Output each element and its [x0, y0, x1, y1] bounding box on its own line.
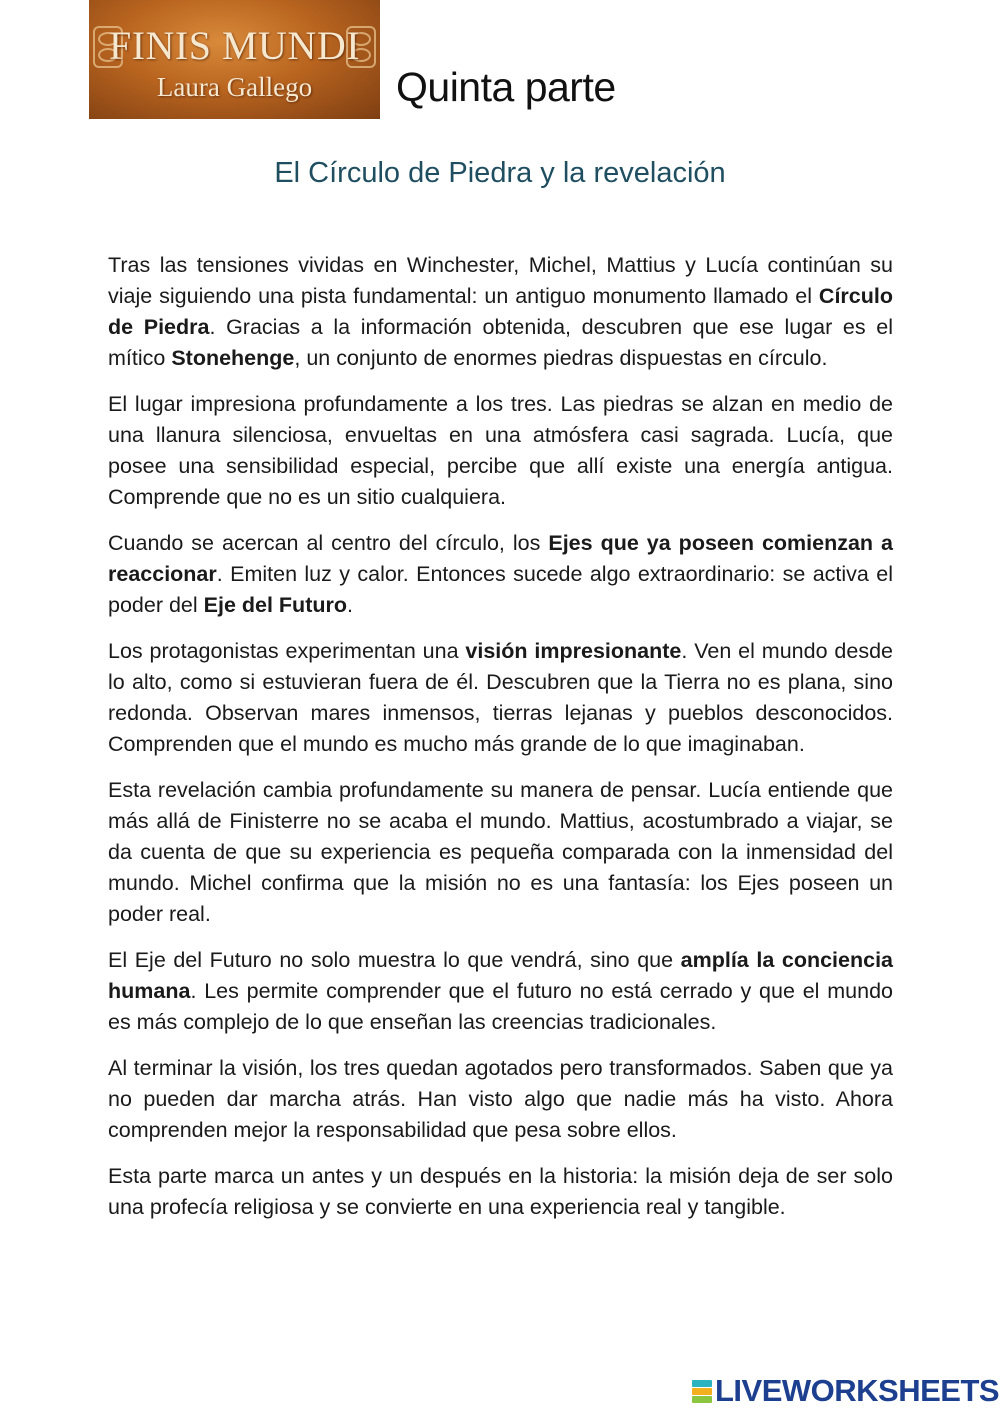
text-segment: Esta parte marca un antes y un después en la historia: la misión deja de ser solo una profecía religiosa y se convierte en una experiencia real y tangible. — [108, 1164, 893, 1219]
text-segment: . Les permite comprender que el futuro no está cerrado y que el mundo es más complejo de lo que enseñan las creencias tradicionales. — [108, 979, 893, 1034]
paragraph — [108, 389, 893, 513]
text-segment: , un conjunto de enormes piedras dispuestas en círculo. — [294, 346, 828, 370]
text-segment: Esta revelación cambia profundamente su manera de pensar. Lucía entiende que más allá de Finisterre no se acaba el mundo. Mattius, acostumbrado a viajar, se da cuenta de que su experiencia es pequeña comparada con la inmensidad del mundo. Michel confirma que la misión no es una fantasía: los Ejes poseen un poder real. — [108, 778, 893, 926]
paragraph — [108, 1053, 893, 1146]
bold-text: Ejes que ya poseen comienzan a reaccionar — [108, 531, 893, 586]
paragraph — [108, 1161, 893, 1223]
book-title-logo: FINIS MUNDI — [108, 23, 361, 68]
text-segment: El lugar impresiona profundamente a los tres. Las piedras se alzan en medio de una llanura silenciosa, envueltas en una atmósfera casi sagrada. Lucía, que posee una sensibilidad especial, percibe que allí existe una energía antigua. Comprende que no es un sitio cualquiera. — [108, 392, 893, 509]
liveworksheets-logo — [692, 1373, 1000, 1408]
text-segment: . Emiten luz y calor. Entonces sucede algo extraordinario: se activa el poder del — [108, 562, 893, 617]
paragraph — [108, 636, 893, 760]
book-author-logo: Laura Gallego — [156, 72, 313, 102]
text-segment: . — [346, 593, 353, 617]
text-segment: Tras las tensiones vividas en Winchester, Michel, Mattius y Lucía continúan su viaje siguiendo una pista fundamental: un antiguo monumento llamado el — [108, 253, 893, 308]
paragraph — [108, 945, 893, 1038]
text-segment: Cuando se acercan al centro del círculo, los — [108, 531, 549, 555]
text-segment: Los protagonistas experimentan una — [108, 639, 466, 663]
bold-text: Stonehenge — [171, 346, 295, 370]
text-segment: Al terminar la visión, los tres quedan agotados pero transformados. Saben que ya no pueden dar marcha atrás. Han visto algo que nadie más ha visto. Ahora comprenden mejor la responsabilidad que pesa sobre ellos. — [108, 1056, 893, 1142]
section-subtitle: El Círculo de Piedra y la revelación — [274, 157, 726, 189]
bold-text: amplía la conciencia humana — [108, 948, 893, 1003]
text-segment: . Gracias a la información obtenida, descubren que ese lugar es el mítico — [108, 315, 894, 370]
bold-text: Eje del Futuro — [203, 593, 347, 617]
bold-text: Círculo de Piedra — [108, 284, 893, 339]
page-title: Quinta parte — [396, 64, 616, 110]
bold-text: visión impresionante — [465, 639, 682, 663]
text-segment: El Eje del Futuro no solo muestra lo que vendrá, sino que — [108, 948, 681, 972]
reading-text — [108, 250, 893, 1238]
liveworksheets-mark-icon — [692, 1380, 712, 1403]
paragraph — [108, 250, 893, 374]
paragraph — [108, 775, 893, 930]
paragraph — [108, 528, 893, 621]
book-cover-banner — [89, 0, 380, 119]
text-segment: . Ven el mundo desde lo alto, como si estuvieran fuera de él. Descubren que la Tierra no es plana, sino redonda. Observan mares inmensos, tierras lejanas y pueblos desconocidos. Comprenden que el mundo es mucho más grande de lo que imaginaban. — [108, 639, 893, 756]
brand-wordmark: LIVEWORKSHEETS — [715, 1373, 1000, 1408]
